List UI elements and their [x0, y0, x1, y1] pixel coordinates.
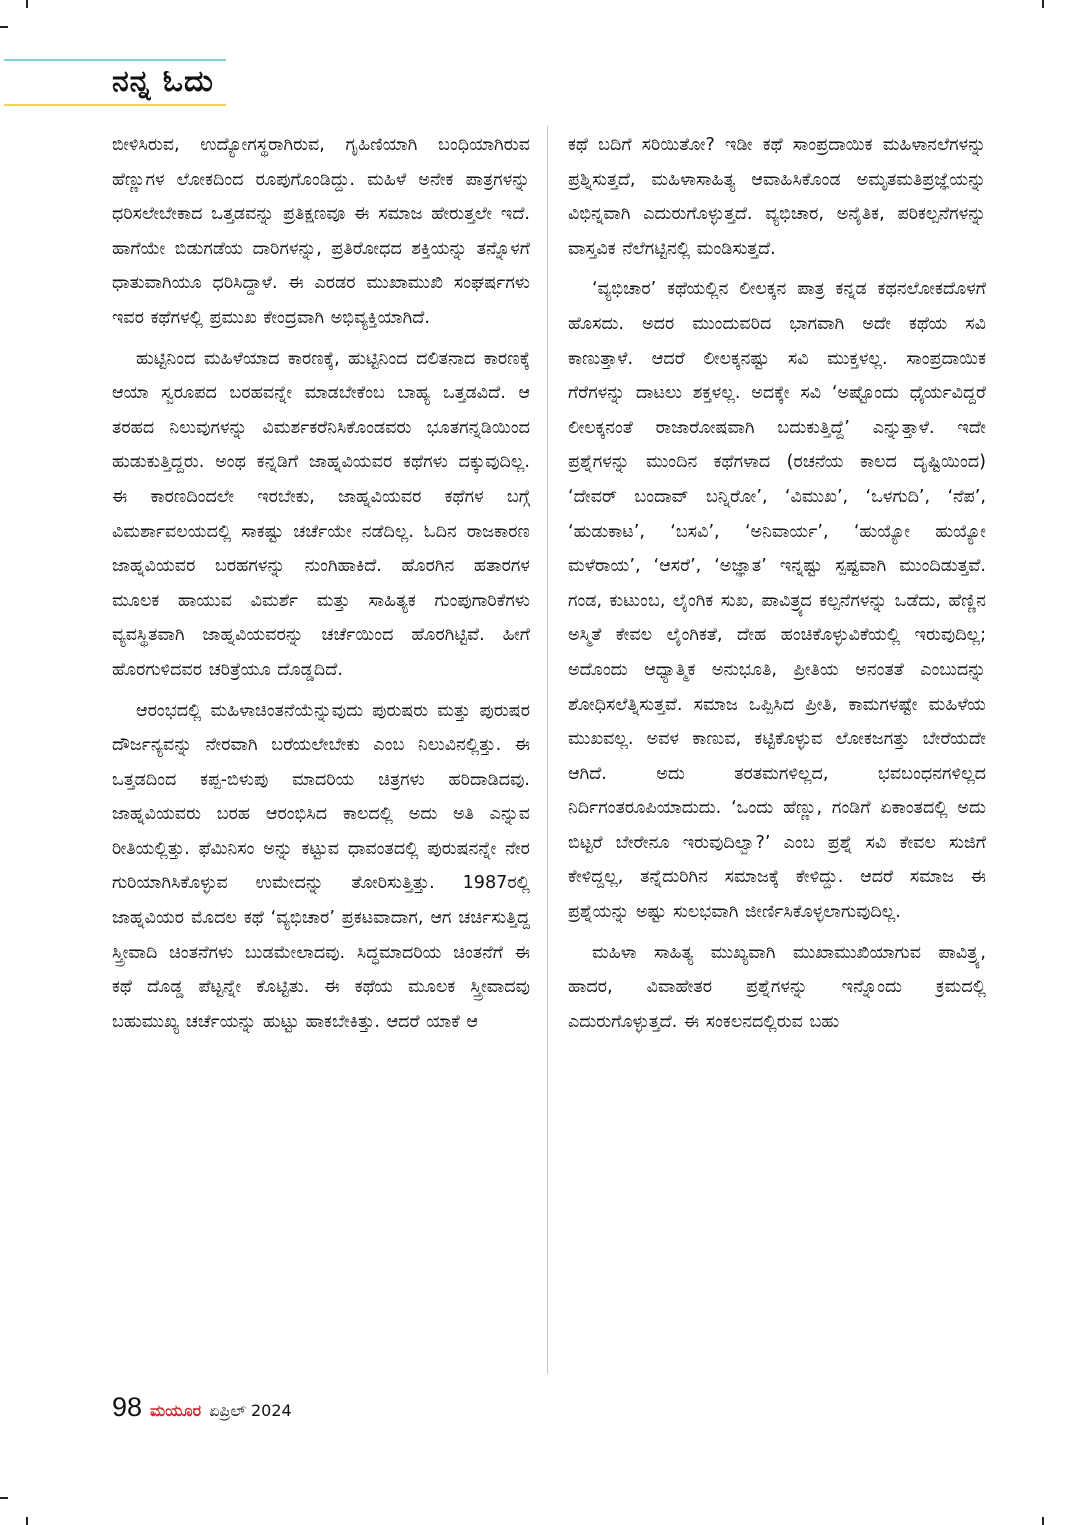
left-column	[112, 128, 530, 1045]
crop-mark-top-left	[26, 0, 28, 8]
paragraph: ‘ವ್ಯಭಿಚಾರ’ ಕಥೆಯಲ್ಲಿನ ಲೀಲಕ್ಕನ ಪಾತ್ರ ಕನ್ನಡ ಕಥನಲೋಕದೊಳಗೆ ಹೊಸದು. ಅದರ ಮುಂದುವರಿದ ಭಾಗವಾಗಿ ಅದೇ ಕಥೆಯ ಸವಿ ಕಾಣುತ್ತಾಳೆ. ಆದರೆ ಲೀಲಕ್ಕನಷ್ಟು ಸವಿ ಮುಕ್ತಳಲ್ಲ. ಸಾಂಪ್ರದಾಯಿಕ ಗೆರೆಗಳನ್ನು ದಾಟಲು ಶಕ್ತಳಲ್ಲ. ಅದಕ್ಕೇ ಸವಿ ‘ಅಷ್ಟೊಂದು ಧೈರ್ಯವಿದ್ದರೆ ಲೀಲಕ್ಕನಂತೆ ರಾಜಾರೋಷವಾಗಿ ಬದುಕುತ್ತಿದ್ದೆ’ ಎನ್ನುತ್ತಾಳೆ. ಇದೇ ಪ್ರಶ್ನೆಗಳನ್ನು ಮುಂದಿನ ಕಥೆಗಳಾದ (ರಚನೆಯ ಕಾಲದ ದೃಷ್ಟಿಯಿಂದ) ‘ದೇವರ್ ಬಂದಾವ್ ಬನ್ನಿರೋ’, ‘ವಿಮುಖ’, ‘ಒಳಗುದಿ’, ‘ನೆಪ’, ‘ಹುಡುಕಾಟ’, ‘ಬಸವಿ’, ‘ಅನಿವಾರ್ಯ’, ‘ಹುಯ್ಯೋ ಹುಯ್ಯೋ ಮಳೆರಾಯ’, ‘ಆಸರೆ’, ‘ಅಜ್ಞಾತ’ ಇನ್ನಷ್ಟು ಸ್ಪಷ್ಟವಾಗಿ ಮುಂದಿಡುತ್ತವೆ. ಗಂಡ, ಕುಟುಂಬ, ಲೈಂಗಿಕ ಸುಖ, ಪಾವಿತ್ರ್ಯದ ಕಲ್ಪನೆಗಳನ್ನು ಒಡೆದು, ಹೆಣ್ಣಿನ ಅಸ್ಮಿತೆ ಕೇವಲ ಲೈಂಗಿಕತೆ, ದೇಹ ಹಂಚಿಕೊಳ್ಳುವಿಕೆಯಲ್ಲಿ ಇರುವುದಿಲ್ಲ; ಅದೊಂದು ಆಧ್ಯಾತ್ಮಿಕ ಅನುಭೂತಿ, ಪ್ರೀತಿಯ ಅನಂತತೆ ಎಂಬುದನ್ನು ಶೋಧಿಸಲೆತ್ನಿಸುತ್ತವೆ. ಸಮಾಜ ಒಪ್ಪಿಸಿದ ಪ್ರೀತಿ, ಕಾಮಗಳಷ್ಟೇ ಮಹಿಳೆಯ ಮುಖವಲ್ಲ. ಅವಳ ಕಾಣುವ, ಕಟ್ಟಿಕೊಳ್ಳುವ ಲೋಕಜಗತ್ತು ಬೇರೆಯದೇ ಆಗಿದೆ. ಅದು ತರತಮಗಳಿಲ್ಲದ, ಭವಬಂಧನಗಳಿಲ್ಲದ ನಿರ್ದಿಗಂತರೂಪಿಯಾದುದು. ‘ಒಂದು ಹೆಣ್ಣು, ಗಂಡಿಗೆ ಏಕಾಂತದಲ್ಲಿ ಅದು ಬಿಟ್ಟರೆ ಬೇರೇನೂ ಇರುವುದಿಲ್ವಾ?’ ಎಂಬ ಪ್ರಶ್ನೆ ಸವಿ ಕೇವಲ ಸುಜಿಗೆ ಕೇಳಿದ್ದಲ್ಲ, ತನ್ನೆದುರಿಗಿನ ಸಮಾಜಕ್ಕೆ ಕೇಳಿದ್ದು. ಆದರೆ ಸಮಾಜ ಈ ಪ್ರಶ್ನೆಯನ್ನು ಅಷ್ಟು ಸುಲಭವಾಗಿ ಜೀರ್ಣಿಸಿಕೊಳ್ಳಲಾಗುವುದಿಲ್ಲ.	[568, 279, 986, 923]
magazine-name: ಮಯೂರ	[150, 1401, 202, 1420]
crop-mark-bottom-right	[1042, 1517, 1044, 1525]
crop-mark-top-right	[1042, 0, 1044, 8]
paragraph: ಹುಟ್ಟಿನಿಂದ ಮಹಿಳೆಯಾದ ಕಾರಣಕ್ಕೆ, ಹುಟ್ಟಿನಿಂದ ದಲಿತನಾದ ಕಾರಣಕ್ಕೆ ಆಯಾ ಸ್ವರೂಪದ ಬರಹವನ್ನೇ ಮಾಡಬೇಕೆಂಬ ಬಾಹ್ಯ ಒತ್ತಡವಿದೆ. ಆ ತರಹದ ನಿಲುವುಗಳನ್ನು ವಿಮರ್ಶಕರೆನಿಸಿಕೊಂಡವರು ಭೂತಗನ್ನಡಿಯಿಂದ ಹುಡುಕುತ್ತಿದ್ದರು. ಅಂಥ ಕನ್ನಡಿಗೆ ಜಾಹ್ನವಿಯವರ ಕಥೆಗಳು ದಕ್ಕುವುದಿಲ್ಲ. ಈ ಕಾರಣದಿಂದಲೇ ಇರಬೇಕು, ಜಾಹ್ನವಿಯವರ ಕಥೆಗಳ ಬಗ್ಗೆ ವಿಮರ್ಶಾವಲಯದಲ್ಲಿ ಸಾಕಷ್ಟು ಚರ್ಚೆಯೇ ನಡೆದಿಲ್ಲ. ಓದಿನ ರಾಜಕಾರಣ ಜಾಹ್ನವಿಯವರ ಬರಹಗಳನ್ನು ನುಂಗಿಹಾಕಿದೆ. ಹೊರಗಿನ ಹತಾರಗಳ ಮೂಲಕ ಹಾಯುವ ವಿಮರ್ಶೆ ಮತ್ತು ಸಾಹಿತ್ಯಕ ಗುಂಪುಗಾರಿಕೆಗಳು ವ್ಯವಸ್ಥಿತವಾಗಿ ಜಾಹ್ನವಿಯವರನ್ನು ಚರ್ಚೆಯಿಂದ ಹೊರಗಿಟ್ಟಿವೆ. ಹೀಗೆ ಹೊರಗುಳಿದವರ ಚರಿತ್ರೆಯೂ ದೊಡ್ಡದಿದೆ.	[112, 348, 530, 680]
header-rule-top	[4, 59, 226, 61]
header-rule-bottom	[4, 104, 226, 106]
right-column	[568, 128, 986, 1045]
paragraph: ಆರಂಭದಲ್ಲಿ ಮಹಿಳಾಚಿಂತನೆಯೆನ್ನುವುದು ಪುರುಷರು ಮತ್ತು ಪುರುಷರ ದೌರ್ಜನ್ಯವನ್ನು ನೇರವಾಗಿ ಬರೆಯಲೇಬೇಕು ಎಂಬ ನಿಲುವಿನಲ್ಲಿತ್ತು. ಈ ಒತ್ತಡದಿಂದ ಕಪ್ಪ-ಬಿಳುಪು ಮಾದರಿಯ ಚಿತ್ರಗಳು ಹರಿದಾಡಿದವು. ಜಾಹ್ನವಿಯವರು ಬರಹ ಆರಂಭಿಸಿದ ಕಾಲದಲ್ಲಿ ಅದು ಅತಿ ಎನ್ನುವ ರೀತಿಯಲ್ಲಿತ್ತು. ಫೆಮಿನಿಸಂ ಅನ್ನು ಕಟ್ಟುವ ಧಾವಂತದಲ್ಲಿ ಪುರುಷನನ್ನೇ ನೇರ ಗುರಿಯಾಗಿಸಿಕೊಳ್ಳುವ ಉಮೇದನ್ನು ತೋರಿಸುತ್ತಿತ್ತು. 1987ರಲ್ಲಿ ಜಾಹ್ನವಿಯರ ಮೊದಲ ಕಥೆ ‘ವ್ಯಭಿಚಾರ’ ಪ್ರಕಟವಾದಾಗ, ಆಗ ಚರ್ಚಿಸುತ್ತಿದ್ದ ಸ್ತ್ರೀವಾದಿ ಚಿಂತನೆಗಳು ಬುಡಮೇಲಾದವು. ಸಿದ್ಧಮಾದರಿಯ ಚಿಂತನೆಗೆ ಈ ಕಥೆ ದೊಡ್ಡ ಪೆಟ್ಟನ್ನೇ ಕೊಟ್ಟಿತು. ಈ ಕಥೆಯ ಮೂಲಕ ಸ್ತ್ರೀವಾದವು ಬಹುಮುಖ್ಯ ಚರ್ಚೆಯನ್ನು ಹುಟ್ಟು ಹಾಕಬೇಕಿತ್ತು. ಆದರೆ ಯಾಕೆ ಆ	[112, 700, 530, 1032]
section-title: ನನ್ನ ಓದು	[112, 64, 214, 99]
page-number: 98	[112, 1392, 143, 1422]
column-divider	[547, 126, 548, 1374]
paragraph: ಮಹಿಳಾ ಸಾಹಿತ್ಯ ಮುಖ್ಯವಾಗಿ ಮುಖಾಮುಖಿಯಾಗುವ ಪಾವಿತ್ರ್ಯ, ಹಾದರ, ವಿವಾಹೇತರ ಪ್ರಶ್ನೆಗಳನ್ನು ಇನ್ನೊಂದು ಕ್ರಮದಲ್ಲಿ ಎದುರುಗೊಳ್ಳುತ್ತದೆ. ಈ ಸಂಕಲನದಲ್ಲಿರುವ ಬಹು	[568, 942, 986, 1032]
paragraph: ಕಥೆ ಬದಿಗೆ ಸರಿಯಿತೋ? ಇಡೀ ಕಥೆ ಸಾಂಪ್ರದಾಯಿಕ ಮಹಿಳಾನಲೆಗಳನ್ನು ಪ್ರಶ್ನಿಸುತ್ತದೆ, ಮಹಿಳಾಸಾಹಿತ್ಯ ಆವಾಹಿಸಿಕೊಂಡ ಅಮೃತಮತಿಪ್ರಜ್ಞೆಯನ್ನು ವಿಭಿನ್ನವಾಗಿ ಎದುರುಗೊಳ್ಳುತ್ತದೆ. ವ್ಯಭಿಚಾರ, ಅನೈತಿಕ, ಪರಿಕಲ್ಪನೆಗಳನ್ನು ವಾಸ್ತವಿಕ ನೆಲೆಗಟ್ಟಿನಲ್ಲಿ ಮಂಡಿಸುತ್ತದೆ.	[568, 135, 986, 259]
crop-mark-left-lower	[0, 1497, 8, 1499]
crop-mark-left-upper	[0, 26, 8, 28]
crop-mark-bottom-left	[26, 1517, 28, 1525]
page-footer	[112, 1392, 292, 1432]
paragraph: ಬೀಳಿಸಿರುವ, ಉದ್ಯೋಗಸ್ಥರಾಗಿರುವ, ಗೃಹಿಣಿಯಾಗಿ ಬಂಧಿಯಾಗಿರುವ ಹೆಣ್ಣುಗಳ ಲೋಕದಿಂದ ರೂಪುಗೊಂಡಿದ್ದು. ಮಹಿಳೆ ಅನೇಕ ಪಾತ್ರಗಳನ್ನು ಧರಿಸಲೇಬೇಕಾದ ಒತ್ತಡವನ್ನು ಪ್ರತಿಕ್ಷಣವೂ ಈ ಸಮಾಜ ಹೇರುತ್ತಲೇ ಇದೆ. ಹಾಗೆಯೇ ಬಿಡುಗಡೆಯ ದಾರಿಗಳನ್ನು, ಪ್ರತಿರೋಧದ ಶಕ್ತಿಯನ್ನು ತನ್ನೊಳಗೆ ಧಾತುವಾಗಿಯೂ ಧರಿಸಿದ್ದಾಳೆ. ಈ ಎರಡರ ಮುಖಾಮುಖಿ ಸಂಘರ್ಷಗಳು ಇವರ ಕಥೆಗಳಲ್ಲಿ ಪ್ರಮುಖ ಕೇಂದ್ರವಾಗಿ ಅಭಿವ್ಯಕ್ತಿಯಾಗಿದೆ.	[112, 135, 530, 328]
issue-date: ಏಪ್ರಿಲ್ 2024	[209, 1401, 292, 1420]
